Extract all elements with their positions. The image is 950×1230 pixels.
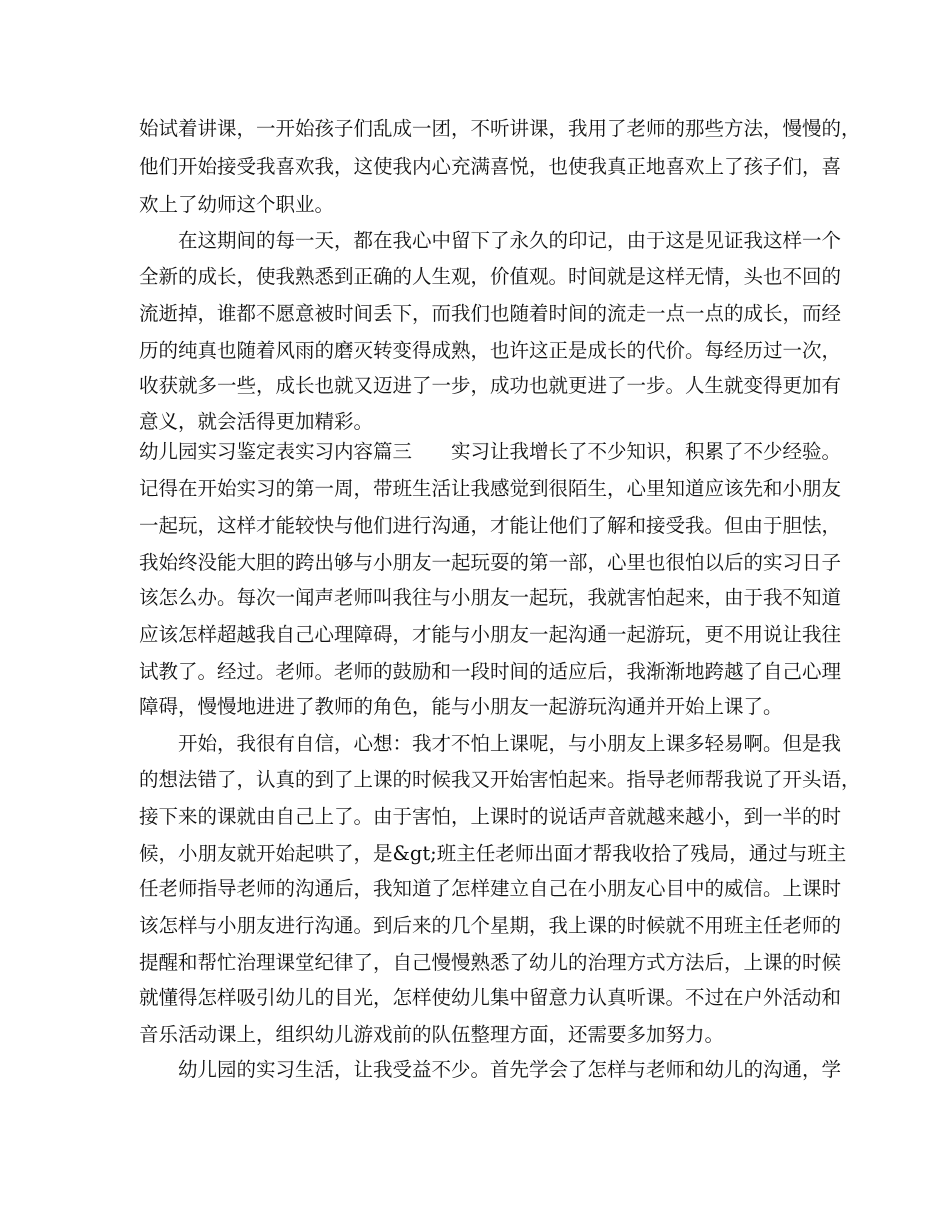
text-line: 记得在开始实习的第一周，带班生活让我感觉到很陌生，心里知道应该先和小朋友	[139, 477, 842, 500]
text-line: 应该怎样超越我自己心理障碍，才能与小朋友一起沟通一起游玩，更不用说让我往	[139, 623, 842, 646]
text-line: 收获就多一些，成长也就又迈进了一步，成功也就更进了一步。人生就变得更加有	[139, 374, 842, 397]
text-line: 音乐活动课上，组织幼儿游戏前的队伍整理方面，还需要多加努力。	[139, 1023, 725, 1046]
text-line: 就懂得怎样吸引幼儿的目光，怎样使幼儿集中留意力认真听课。不过在户外活动和	[139, 986, 842, 1009]
text-line: 欢上了幼师这个职业。	[139, 193, 335, 216]
text-line: 该怎样与小朋友进行沟通。到后来的几个星期，我上课的时候就不用班主任老师的	[139, 914, 842, 937]
text-line: 候，小朋友就开始起哄了，是&gt;班主任老师出面才帮我收拾了残局，通过与班主	[139, 842, 847, 865]
text-line: 障碍，慢慢地进进了教师的角色，能与小朋友一起游玩沟通并开始上课了。	[139, 695, 783, 718]
text-line: 提醒和帮忙治理课堂纪律了，自己慢慢熟悉了幼儿的治理方式方法后，上课的时候	[139, 951, 842, 974]
text-line: 全新的成长，使我熟悉到正确的人生观，价值观。时间就是这样无情，头也不回的	[139, 265, 842, 288]
paragraph-first-line: 幼儿园的实习生活，让我受益不少。首先学会了怎样与老师和幼儿的沟通，学	[178, 1058, 842, 1081]
text-line: 接下来的课就由自己上了。由于害怕，上课时的说话声音就越来越小，到一半的时	[139, 805, 842, 828]
paragraph-first-line: 开始，我很有自信，心想：我才不怕上课呢，与小朋友上课多轻易啊。但是我	[178, 732, 842, 755]
text-line: 任老师指导老师的沟通后，我知道了怎样建立自己在小朋友心目中的威信。上课时	[139, 877, 842, 900]
text-line: 一起玩，这样才能较快与他们进行沟通，才能让他们了解和接受我。但由于胆怯，	[139, 514, 842, 537]
text-line: 流逝掉，谁都不愿意被时间丢下，而我们也随着时间的流走一点一点的成长，而经	[139, 302, 842, 325]
text-line: 始试着讲课，一开始孩子们乱成一团，不听讲课，我用了老师的那些方法，慢慢的，	[139, 117, 861, 140]
text-line: 他们开始接受我喜欢我，这使我内心充满喜悦，也使我真正地喜欢上了孩子们，喜	[139, 155, 842, 178]
section-heading-line: 幼儿园实习鉴定表实习内容篇三 实习让我增长了不少知识，积累了不少经验。	[139, 440, 842, 463]
text-line: 我始终没能大胆的跨出够与小朋友一起玩耍的第一部，心里也很怕以后的实习日子	[139, 551, 842, 574]
text-line: 的想法错了，认真的到了上课的时候我又开始害怕起来。指导老师帮我说了开头语，	[139, 768, 861, 791]
text-line: 试教了。经过。老师。老师的鼓励和一段时间的适应后，我渐渐地跨越了自己心理	[139, 660, 842, 683]
text-line: 意义，就会活得更加精彩。	[139, 410, 374, 433]
text-line: 历的纯真也随着风雨的磨灭转变得成熟，也许这正是成长的代价。每经历过一次，	[139, 339, 842, 362]
paragraph-first-line: 在这期间的每一天，都在我心中留下了永久的印记，由于这是见证我这样一个	[178, 229, 842, 252]
text-line: 该怎么办。每次一闻声老师叫我往与小朋友一起玩，我就害怕起来，由于我不知道	[139, 586, 842, 609]
